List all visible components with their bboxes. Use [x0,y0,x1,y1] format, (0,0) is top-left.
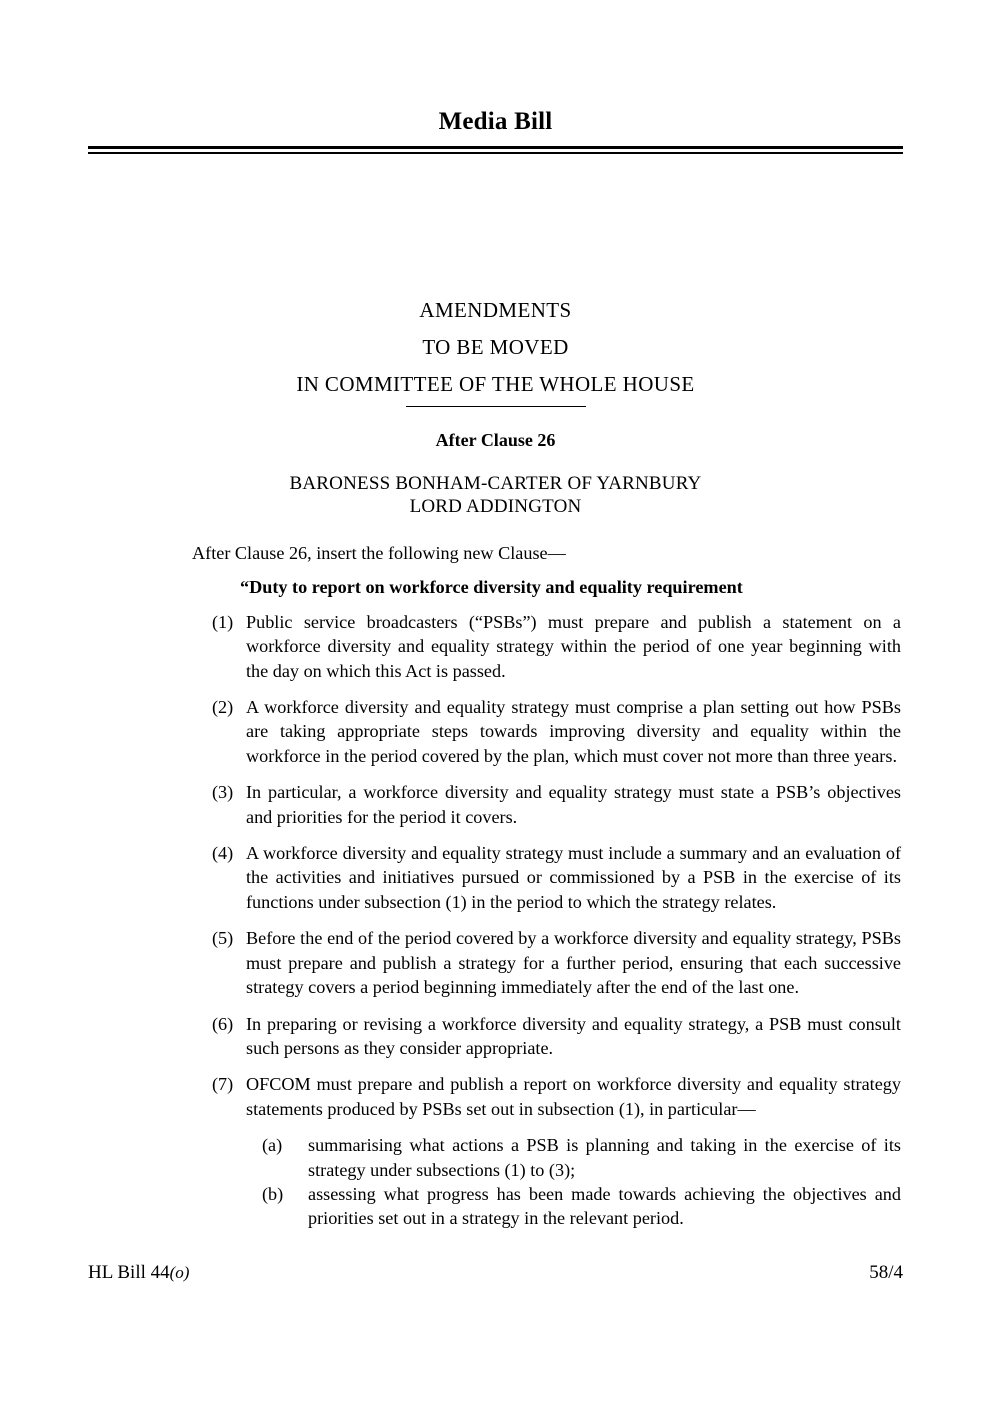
subsection-text: In particular, a workforce diversity and equality strategy must state a PSB’s objectives and priorities for the period it covers. [246,782,901,827]
running-head-title: Media Bill [438,108,553,135]
subparagraph-a [192,1133,901,1182]
subparagraph-letter: (b) [262,1183,284,1204]
heading-line-in-committee: IN COMMITTEE OF THE WHOLE HOUSE [296,372,695,396]
heading-divider [88,406,903,424]
subsection-text: A workforce diversity and equality strategy must comprise a plan setting out how PSBs are taking appropriate steps towards improving diversity and equality within the workforce in the period covered by the plan, which must cover not more than three years. [246,697,901,766]
sponsor-name-2: LORD ADDINGTON [409,496,582,517]
subsection-6 [192,1012,901,1061]
subparagraph-text: assessing what progress has been made towards achieving the objectives and priorities set out in a strategy in the relevant period. [308,1183,901,1229]
subsection-1 [192,610,901,683]
header-rule-thin [88,152,903,154]
new-clause-title: “Duty to report on workforce diversity and equality requirement [240,577,743,598]
subsection-4 [192,841,901,914]
amendment-intro: After Clause 26, insert the following new Clause— [192,543,566,563]
after-clause-heading: After Clause 26 [435,430,556,450]
subparagraph-text: summarising what actions a PSB is planning and taking in the exercise of its strategy under subsections (1) to (3); [308,1135,901,1180]
footer-page-reference: 58/4 [869,1262,903,1283]
sponsor-list [88,472,903,518]
subsection-text: In preparing or revising a workforce diversity and equality strategy, a PSB must consult such persons as they consider appropriate. [246,1013,901,1058]
heading-block [88,300,903,395]
subsection-number: (7) [212,1074,234,1095]
subsection-text: Before the end of the period covered by a workforce diversity and equality strategy, PSBs must prepare and publish a strategy for a further period, ensuring that each successive strategy covers a period beginning immediately after the end of the last one. [246,928,901,998]
amendment-body [192,541,901,1231]
subsection-number: (1) [212,611,234,632]
subsection-text: OFCOM must prepare and publish a report on workforce diversity and equality strategy statements produced by PSBs set out in subsection (1), in particular— [246,1074,901,1119]
subsection-text: A workforce diversity and equality strategy must include a summary and an evaluation of the activities and initiatives pursued or commissioned by a PSB in the exercise of its functions under subsection (1) in the period to which the strategy relates. [246,843,901,912]
heading-line-amendments: AMENDMENTS [419,298,572,322]
subsection-number: (3) [212,782,234,803]
subsection-7 [192,1072,901,1121]
subparagraph-b [192,1182,901,1231]
header-rule-thick [88,146,903,149]
heading-divider-rule [406,406,586,407]
footer-bill-number-suffix: (o) [169,1263,190,1282]
heading-line-to-be-moved: TO BE MOVED [422,335,569,359]
subsection-5 [192,926,901,999]
subsection-number: (4) [212,843,234,864]
subsection-number: (5) [212,928,234,949]
footer-bill-number-prefix: HL Bill 44 [88,1262,170,1283]
sponsor-name-1: BARONESS BONHAM-CARTER OF YARNBURY [289,473,702,494]
subsection-2 [192,695,901,768]
footer-bill-number [88,1262,189,1284]
subsection-number: (2) [212,697,234,718]
subsection-number: (6) [212,1013,234,1034]
subparagraph-letter: (a) [262,1135,283,1156]
subsection-text: Public service broadcasters (“PSBs”) must prepare and publish a statement on a workforce diversity and equality strategy within the period of one year beginning with the day on which this Act is passed. [246,611,901,681]
subsection-3 [192,780,901,829]
